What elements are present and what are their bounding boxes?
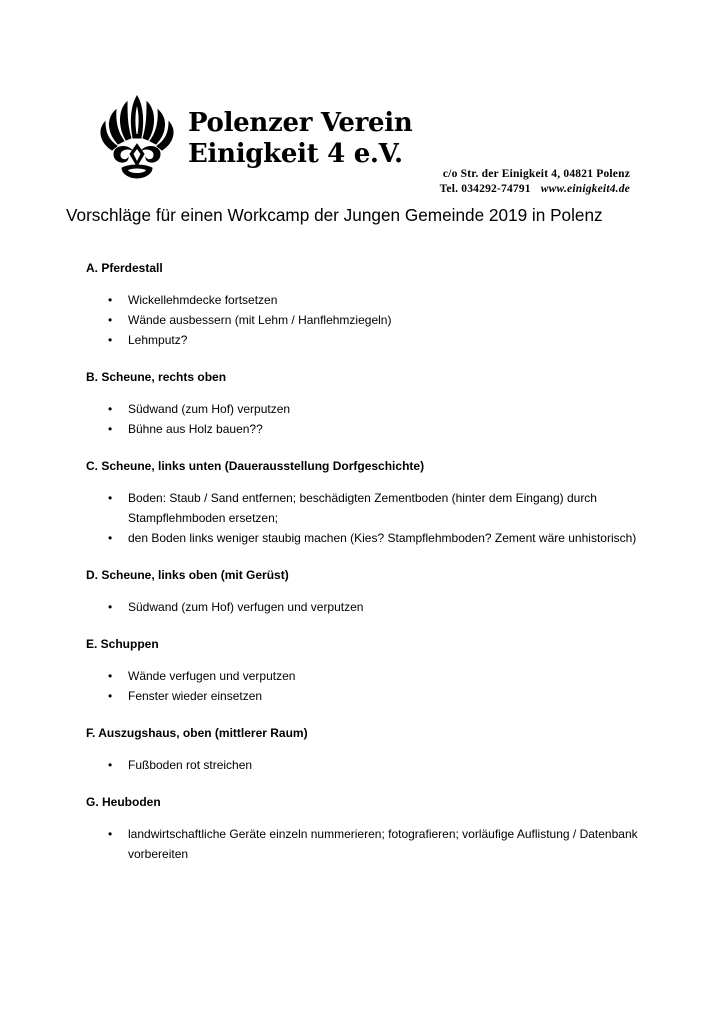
list-item-text: Wände verfugen und verputzen — [128, 669, 296, 683]
list-item-text: Fenster wieder einsetzen — [128, 689, 263, 703]
bullet-list — [86, 755, 646, 775]
list-item — [86, 330, 646, 350]
organization-name — [188, 108, 412, 170]
list-item — [86, 755, 646, 775]
document-title: Vorschläge für einen Workcamp der Jungen Gemeinde 2019 in Polenz — [66, 205, 603, 225]
bullet-icon: • — [108, 669, 113, 683]
list-item-text: Fußboden rot streichen — [128, 758, 253, 772]
section — [86, 456, 646, 548]
bullet-list — [86, 290, 646, 350]
organization-name-line-2: Einigkeit 4 e.V. — [188, 139, 403, 169]
organization-address — [440, 167, 630, 197]
section — [86, 723, 646, 775]
list-item — [86, 824, 646, 864]
bullet-list — [86, 399, 646, 439]
bullet-icon: • — [108, 758, 113, 772]
list-item — [86, 488, 646, 528]
bullet-icon: • — [108, 827, 113, 841]
list-item-text: Boden: Staub / Sand entfernen; beschädigten Zementboden (hinter dem Eingang) durch Stampflehmboden ersetzen; — [128, 491, 597, 525]
proposal-sections — [86, 258, 646, 881]
bullet-icon: • — [108, 689, 113, 703]
section-heading: A. Pferdestall — [86, 261, 163, 275]
address-line: c/o Str. der Einigkeit 4, 04821 Polenz — [442, 168, 630, 180]
bullet-list — [86, 824, 646, 864]
list-item — [86, 290, 646, 310]
section-heading: E. Schuppen — [86, 637, 159, 651]
section — [86, 258, 646, 350]
list-item-text: landwirtschaftliche Geräte einzeln nummerieren; fotografieren; vorläufige Auflistung / Datenbank vorbereiten — [128, 827, 638, 861]
list-item — [86, 686, 646, 706]
bullet-icon: • — [108, 491, 113, 505]
bullet-list — [86, 666, 646, 706]
organization-name-line-1: Polenzer Verein — [188, 108, 413, 138]
list-item — [86, 399, 646, 419]
bullet-icon: • — [108, 600, 113, 614]
bullet-icon: • — [108, 402, 113, 416]
list-item — [86, 666, 646, 686]
bullet-list — [86, 597, 646, 617]
bullet-icon: • — [108, 313, 113, 327]
bullet-icon: • — [108, 422, 113, 436]
section — [86, 792, 646, 864]
website-link[interactable]: www.einigkeit4.de — [540, 183, 630, 195]
list-item — [86, 310, 646, 330]
list-item — [86, 597, 646, 617]
bullet-icon: • — [108, 293, 113, 307]
list-item — [86, 528, 646, 548]
ornamental-palmette-logo-icon — [92, 92, 182, 182]
list-item-text: den Boden links weniger staubig machen (Kies? Stampflehmboden? Zement wäre unhistorisch) — [128, 531, 637, 545]
list-item-text: Wickellehmdecke fortsetzen — [128, 293, 278, 307]
section — [86, 565, 646, 617]
list-item — [86, 419, 646, 439]
list-item-text: Wände ausbessern (mit Lehm / Hanflehmziegeln) — [128, 313, 392, 327]
bullet-list — [86, 488, 646, 548]
list-item-text: Lehmputz? — [128, 333, 188, 347]
list-item-text: Südwand (zum Hof) verfugen und verputzen — [128, 600, 364, 614]
bullet-icon: • — [108, 333, 113, 347]
section — [86, 634, 646, 706]
section — [86, 367, 646, 439]
section-heading: G. Heuboden — [86, 795, 161, 809]
section-heading: F. Auszugshaus, oben (mittlerer Raum) — [86, 726, 308, 740]
phone-number: Tel. 034292-74791 — [439, 183, 531, 195]
section-heading: B. Scheune, rechts oben — [86, 370, 227, 384]
section-heading: D. Scheune, links oben (mit Gerüst) — [86, 568, 289, 582]
section-heading: C. Scheune, links unten (Dauerausstellung Dorfgeschichte) — [86, 459, 425, 473]
bullet-icon: • — [108, 531, 113, 545]
list-item-text: Südwand (zum Hof) verputzen — [128, 402, 291, 416]
list-item-text: Bühne aus Holz bauen?? — [128, 422, 263, 436]
contact-line — [440, 182, 630, 197]
